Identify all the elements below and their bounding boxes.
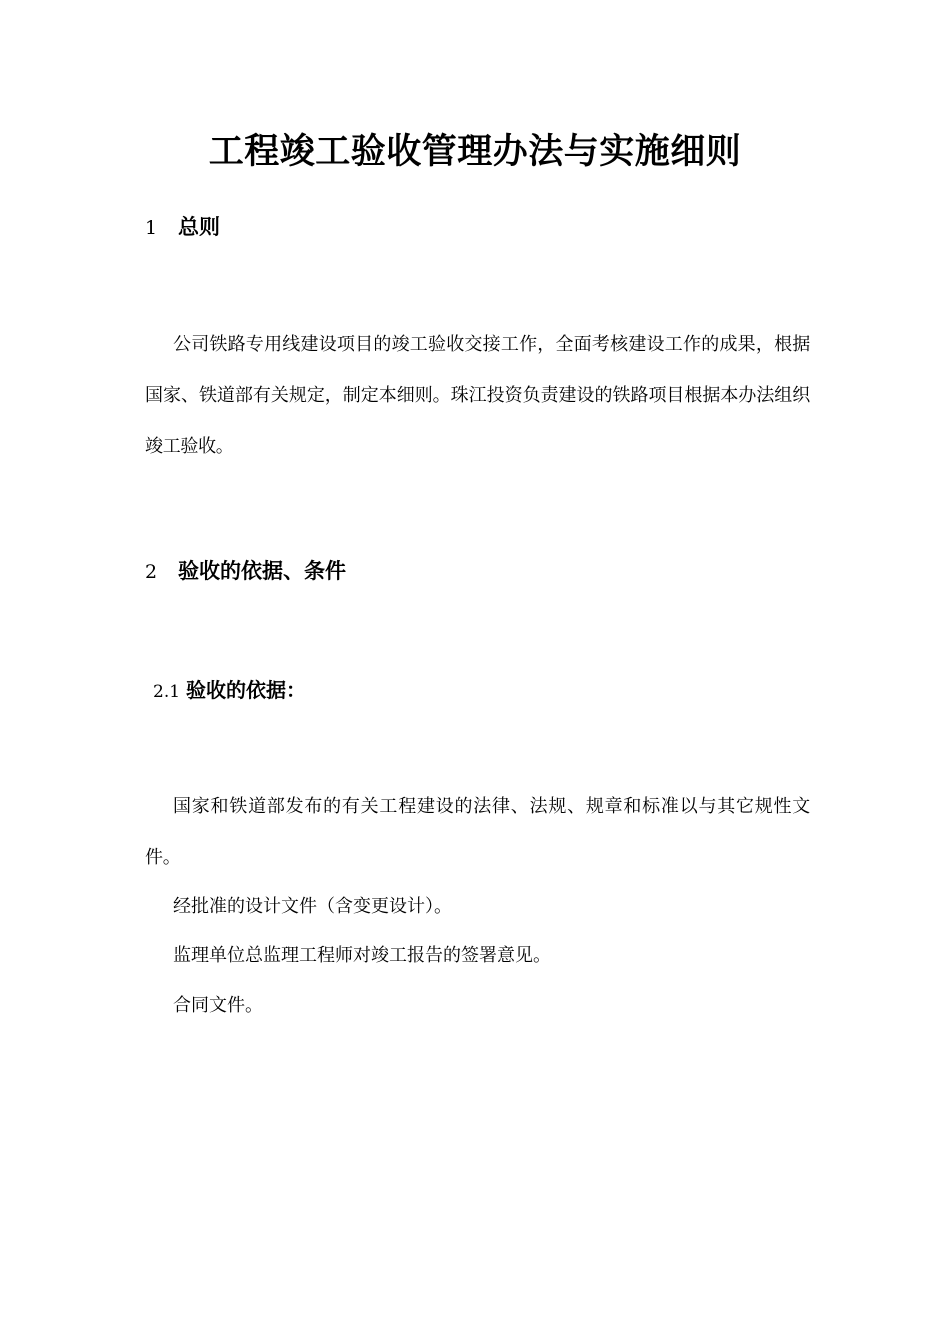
- basis-item-3: 监理单位总监理工程师对竣工报告的签署意见。: [173, 945, 551, 966]
- section-1-title: 总则: [178, 215, 220, 239]
- document-title: 工程竣工验收管理办法与实施细则: [208, 132, 742, 172]
- section-1-heading: [145, 212, 220, 243]
- section-1-number: 1: [145, 217, 158, 239]
- basis-item-1: 国家和铁道部发布的有关工程建设的法律、法规、规章和标准以与其它规性文件。: [145, 796, 810, 868]
- subsection-2-1-heading: [153, 675, 306, 707]
- section-2-heading: [145, 556, 346, 587]
- section-2-title: 验收的依据、条件: [178, 559, 346, 583]
- section-1-paragraph: 公司铁路专用线建设项目的竣工验收交接工作，全面考核建设工作的成果，根据国家、铁道部有关规定，制定本细则。珠江投资负责建设的铁路项目根据本办法组织竣工验收。: [145, 334, 810, 457]
- section-2-number: 2: [145, 561, 158, 583]
- basis-item-4: 合同文件。: [173, 995, 263, 1016]
- subsection-2-1-title: 验收的依据：: [186, 678, 307, 702]
- subsection-2-1-number: 2.1: [153, 682, 181, 702]
- basis-item-2: 经批准的设计文件（含变更设计）。: [173, 896, 452, 917]
